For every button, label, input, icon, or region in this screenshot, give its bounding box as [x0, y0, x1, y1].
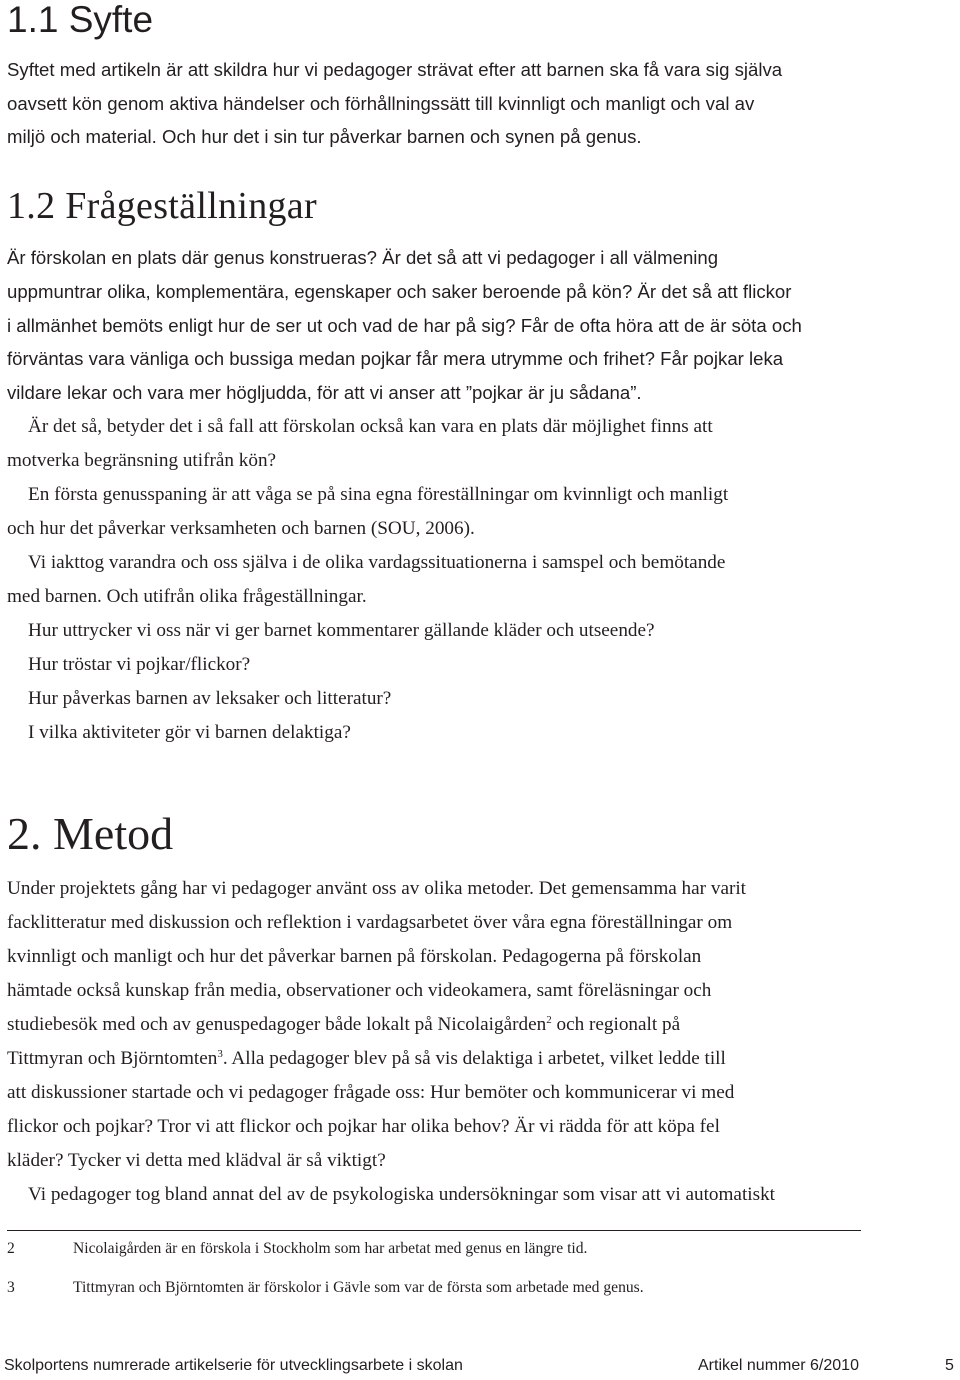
- text-fragment: . Alla pedagoger blev på så vis delaktiga i arbetet, vilket ledde till: [222, 1048, 726, 1069]
- text-line: motverka begränsning utifrån kön?: [7, 450, 277, 471]
- text-line: En första genusspaning är att våga se på sina egna föreställningar om kvinnligt och manligt: [28, 484, 729, 505]
- section-heading-syfte: 1.1 Syfte: [7, 0, 154, 40]
- fragestallningar-paragraph: [7, 241, 802, 410]
- text-line: och hur det påverkar verksamheten och barnen (SOU, 2006).: [7, 518, 475, 539]
- section-heading-metod: 2. Metod: [7, 808, 174, 859]
- text-line: förväntas vara vänliga och bussiga medan pojkar får mera utrymme och frihet? Får pojkar leka: [7, 348, 784, 370]
- footnote-text: Tittmyran och Björntomten är förskolor i Gävle som var de första som arbetade med genus.: [73, 1279, 644, 1296]
- footnote-ref: 2: [546, 1014, 552, 1026]
- footnote-number: 2: [7, 1240, 15, 1257]
- text-line: hämtade också kunskap från media, observationer och videokamera, samt föreläsningar och: [7, 980, 712, 1001]
- footnote: [7, 1279, 644, 1297]
- footer-series: Skolportens numrerade artikelserie för utvecklingsarbete i skolan: [4, 1357, 463, 1374]
- text-line: vildare lekar och vara mer högljudda, för att vi anser att ”pojkar är ju sådana”.: [7, 382, 642, 404]
- footer-article-number: Artikel nummer 6/2010: [698, 1357, 859, 1374]
- text-line: uppmuntrar olika, komplementära, egenskaper och saker beroende på kön? Är det så att flickor: [7, 280, 792, 302]
- syfte-paragraph: [7, 53, 782, 154]
- text-fragment: Tittmyran och Björntomten: [7, 1048, 218, 1069]
- text-line: [7, 1042, 775, 1076]
- questions-list: [7, 614, 655, 750]
- question-item: Hur tröstar vi pojkar/flickor?: [28, 654, 251, 675]
- footnote-ref: 3: [217, 1048, 223, 1060]
- text-line: Vi iakttog varandra och oss själva i de olika vardagssituationerna i samspel och bemötande: [28, 552, 726, 573]
- text-line: [7, 1008, 775, 1042]
- text-line: Är förskolan en plats där genus konstrueras? Är det så att vi pedagoger i all välmening: [7, 247, 719, 268]
- text-line: Syftet med artikeln är att skildra hur vi pedagoger strävat efter att barnen ska få vara sig själva: [7, 59, 783, 80]
- metod-paragraph: [7, 872, 775, 1212]
- question-item: I vilka aktiviteter gör vi barnen delaktiga?: [28, 722, 351, 743]
- footnote-number: 3: [7, 1279, 15, 1296]
- text-line: oavsett kön genom aktiva händelser och förhållningssätt till kvinnligt och manligt och val av: [7, 92, 755, 114]
- text-line: i allmänhet bemöts enligt hur de ser ut och vad de har på sig? Får de ofta höra att de är söta och: [7, 314, 802, 336]
- text-line: med barnen. Och utifrån olika frågeställningar.: [7, 586, 367, 607]
- iakttog-paragraph: [7, 546, 725, 614]
- footnote-divider: [7, 1230, 861, 1231]
- motverka-paragraph: [7, 410, 713, 478]
- text-line: att diskussioner startade och vi pedagoger frågade oss: Hur bemöter och kommunicerar vi med: [7, 1082, 735, 1103]
- text-line: facklitteratur med diskussion och reflektion i vardagsarbetet över våra egna föreställningar om: [7, 912, 733, 933]
- footnote-text: Nicolaigården är en förskola i Stockholm som har arbetat med genus en längre tid.: [73, 1240, 588, 1257]
- question-item: Hur uttrycker vi oss när vi ger barnet kommentarer gällande kläder och utseende?: [28, 620, 655, 641]
- text-line: Under projektets gång har vi pedagoger använt oss av olika metoder. Det gemensamma har varit: [7, 878, 747, 899]
- text-fragment: studiebesök med och av genuspedagoger både lokalt på Nicolaigården: [7, 1014, 547, 1035]
- question-item: Hur påverkas barnen av leksaker och litteratur?: [28, 688, 392, 709]
- text-line: kvinnligt och manligt och hur det påverkar barnen på förskolan. Pedagogerna på förskolan: [7, 946, 702, 967]
- footnote: [7, 1240, 587, 1258]
- genusspaning-paragraph: [7, 478, 728, 546]
- text-fragment: och regionalt på: [551, 1014, 681, 1035]
- section-heading-fragestallningar: 1.2 Frågeställningar: [7, 185, 317, 227]
- text-line: miljö och material. Och hur det i sin tur påverkar barnen och synen på genus.: [7, 126, 642, 147]
- text-line: kläder? Tycker vi detta med klädval är så viktigt?: [7, 1150, 386, 1171]
- text-line: Vi pedagoger tog bland annat del av de psykologiska undersökningar som visar att vi automatiskt: [28, 1184, 776, 1205]
- text-line: flickor och pojkar? Tror vi att flickor och pojkar har olika behov? Är vi rädda för att köpa fel: [7, 1116, 720, 1137]
- page-number: 5: [945, 1357, 954, 1374]
- text-line: Är det så, betyder det i så fall att förskolan också kan vara en plats där möjlighet finns att: [28, 416, 713, 437]
